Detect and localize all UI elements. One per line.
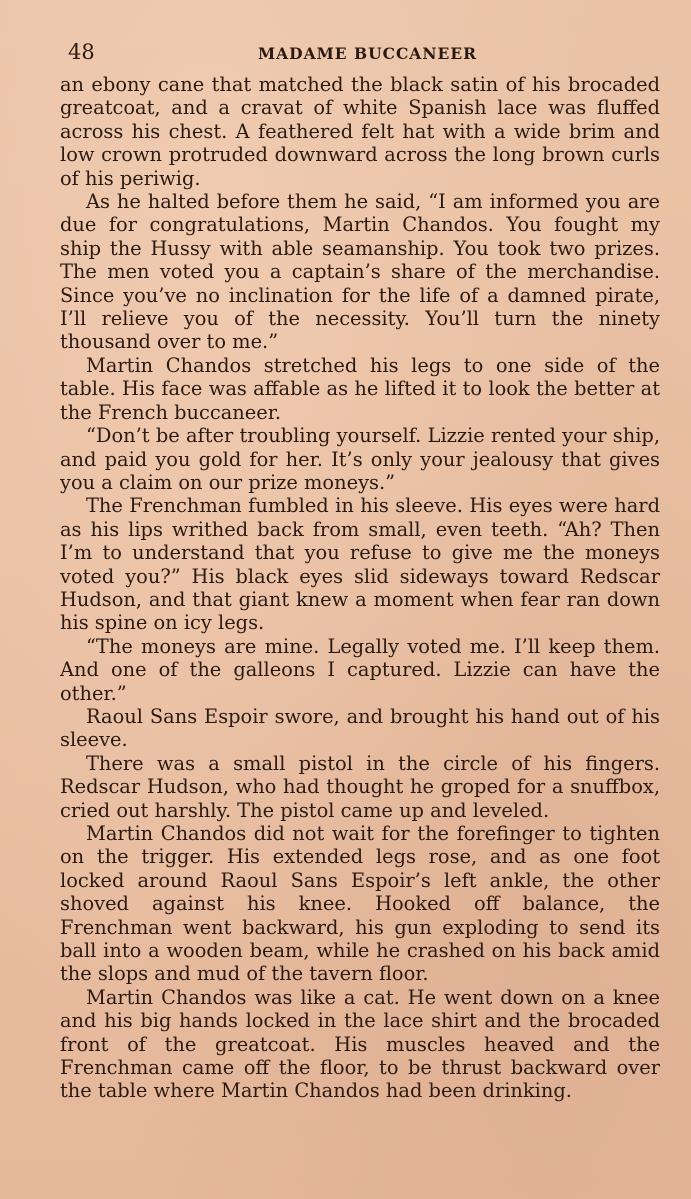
paragraph-9: Martin Chandos did not wait for the forefinger to tighten on the trigger. His extended legs rose, and as one foot locked around Raoul Sans Espoir’s left ankle, the other shoved against his knee. Hooked off balance, the Frenchman went backward, his gun exploding to send its ball into a wooden beam, while he crashed on his back amid the slops and mud of the tavern floor. xyxy=(60,822,660,986)
paragraph-3: Martin Chandos stretched his legs to one side of the table. His face was affable as he lifted it to look the better at the French buccaneer. xyxy=(60,353,660,424)
paragraph-1: an ebony cane that matched the black satin of his brocaded greatcoat, and a cravat of white Spanish lace was fluffed across his chest. A feathered felt hat with a wide brim and low crown protruded downward across the long brown curls of his periwig. xyxy=(60,73,660,190)
paragraph-8: There was a small pistol in the circle of his fingers. Redscar Hudson, who had thought he groped for a snuffbox, cried out harshly. The pistol came up and leveled. xyxy=(60,751,660,822)
running-title: MADAME BUCCANEER xyxy=(258,44,478,63)
paragraph-10: Martin Chandos was like a cat. He went down on a knee and his big hands locked in the lace shirt and the brocaded front of the greatcoat. His muscles heaved and the Frenchman came off the floor, to be thrust backward over the table where Martin Chandos had been drinking. xyxy=(60,985,660,1103)
paragraph-7: Raoul Sans Espoir swore, and brought his hand out of his sleeve. xyxy=(60,704,660,752)
body-text xyxy=(60,73,660,1103)
paragraph-4: “Don’t be after troubling yourself. Lizzie rented your ship, and paid you gold for her. It’s only your jealousy that gives you a claim on our prize moneys.” xyxy=(60,424,660,494)
paragraph-2: As he halted before them he said, “I am informed you are due for congratulations, Martin Chandos. You fought my ship the Hussy with able seamanship. You took two prizes. The men voted you a captain’s share of the merchandise. Since you’ve no inclination for the life of a damned pirate, I’ll relieve you of the necessity. You’ll turn the ninety thousand over to me.” xyxy=(60,190,660,354)
page-header xyxy=(68,40,668,70)
paragraph-5: The Frenchman fumbled in his sleeve. His eyes were hard as his lips writhed back from small, even teeth. “Ah? Then I’m to understand that you refuse to give me the moneys voted you?” His black eyes slid sideways toward Redscar Hudson, and that giant knew a moment when fear ran down his spine on icy legs. xyxy=(60,494,660,635)
paragraph-6: “The moneys are mine. Legally voted me. I’ll keep them. And one of the galleons I captured. Lizzie can have the other.” xyxy=(60,634,660,705)
page-number: 48 xyxy=(68,40,95,64)
